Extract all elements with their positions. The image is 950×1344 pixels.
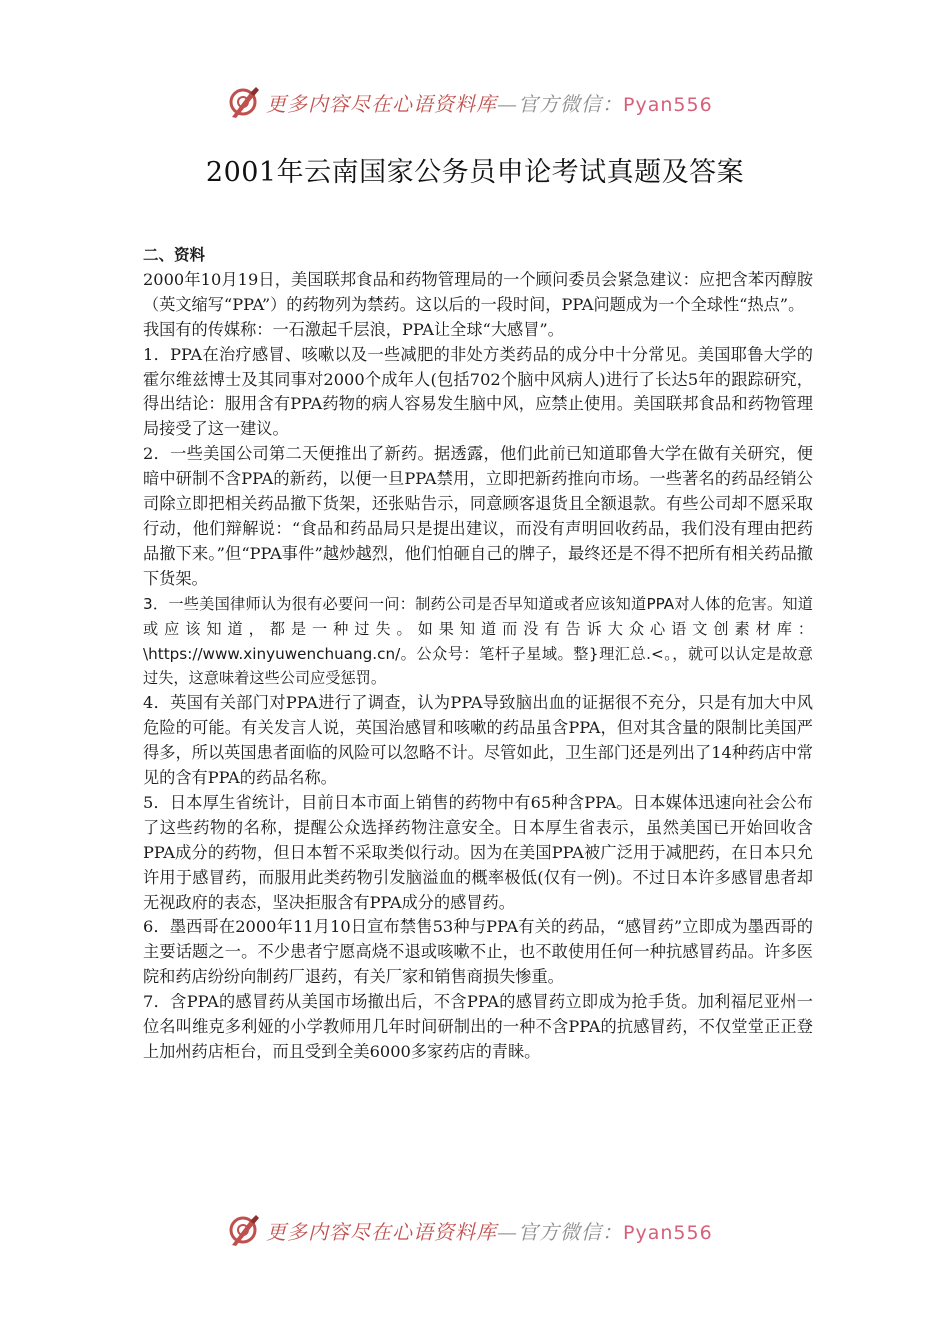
banner-content (228, 82, 713, 122)
footer-wechat-id: Pyan556 (623, 1221, 713, 1244)
paragraph-1: 1．PPA在治疗感冒、咳嗽以及一些减肥的非处方类药品的成分中十分常见。美国耶鲁大学的霍尔维兹博士及其同事对2000个成年人(包括702个脑中风病人)进行了长达5年的跟踪研究，得出结论：服用含有PPA药物的病人容易发生脑中风，应禁止使用。美国联邦食品和药物管理局接受了这一建议。 (143, 344, 813, 439)
footer-dash: — (497, 1219, 518, 1244)
paragraph-4: 4．英国有关部门对PPA进行了调查，认为PPA导致脑出血的证据很不充分，只是有加大中风危险的可能。有关发言人说，英国治感冒和咳嗽的药品虽含PPA，但对其含量的限制比美国严得多，所以英国患者面临的风险可以忽略不计。尽管如此，卫生部门还是列出了14种药店中常见的含有PPA的药品名称。 (143, 693, 813, 788)
banner-wechat-id: Pyan556 (623, 93, 713, 116)
header-banner (0, 82, 950, 122)
paragraph-5: 5．日本厚生省统计，目前日本市面上销售的药物中有65种含PPA。日本媒体迅速向社会公布了这些药物的名称，提醒公众选择药物注意安全。日本厚生省表示，虽然美国已开始回收含PPA成分的药物，但日本暂不采取类似行动。因为在美国PPA被广泛用于减肥药，在日本只允许用于感冒药，而服用此类药物引发脑溢血的概率极低(仅有一例)。不过日本许多感冒患者却无视政府的表态，坚决拒服含有PPA成分的感冒药。 (143, 792, 813, 912)
pen-swirl-logo-icon (228, 85, 262, 119)
footer-banner-text (266, 1216, 713, 1245)
footer-main-text: 更多内容尽在心语资料库 (266, 1219, 497, 1244)
paragraph-media: 我国有的传媒称：一石激起千层浪，PPA让全球“大感冒”。 (143, 319, 564, 339)
paragraph-3: 3．一些美国律师认为很有必要问一问：制药公司是否早知道或者应该知道PPA对人体的危害。知道或应该知道，都是一种过失。如果知道而没有告诉大众心语文创素材库：\https://www.xinyuwenchuang.cn/。公众号：笔杆子星域。整}理汇总.<。，就可以认定是故意过失，这意味着这些公司应受惩罚。 (143, 594, 813, 688)
document-body (143, 243, 813, 1065)
footer-banner (0, 1210, 950, 1250)
document-title: 2001年云南国家公务员申论考试真题及答案 (205, 157, 745, 188)
paragraph-2: 2．一些美国公司第二天便推出了新药。据透露，他们此前已知道耶鲁大学在做有关研究，便暗中研制不含PPA的新药，以便一旦PPA禁用，立即把新药推向市场。一些著名的药品经销公司除立即把相关药品撤下货架，还张贴告示，同意顾客退货且全额退款。有些公司却不愿采取行动，他们辩解说：“食品和药品局只是提出建议，而没有声明回收药品，我们没有理由把药品撤下来。”但“PPA事件”越炒越烈，他们怕砸自己的牌子，最终还是不得不把所有相关药品撤下货架。 (143, 444, 813, 588)
pen-swirl-logo-icon (228, 1213, 262, 1247)
section-heading: 二、资料 (143, 246, 206, 264)
footer-banner-content (228, 1210, 713, 1250)
banner-official-label: 官方微信： (518, 91, 623, 116)
paragraph-6: 6．墨西哥在2000年11月10日宣布禁售53种与PPA有关的药品，“感冒药”立即成为墨西哥的主要话题之一。不少患者宁愿高烧不退或咳嗽不止，也不敢使用任何一种抗感冒药品。许多医院和药店纷纷向制药厂退药，有关厂家和销售商损失惨重。 (143, 917, 813, 987)
banner-dash: — (497, 91, 518, 116)
banner-text (266, 88, 713, 117)
footer-official-label: 官方微信： (518, 1219, 623, 1244)
paragraph-intro: 2000年10月19日，美国联邦食品和药物管理局的一个顾问委员会紧急建议：应把含苯丙醇胺（英文缩写“PPA”）的药物列为禁药。这以后的一段时间，PPA问题成为一个全球性“热点”。 (143, 269, 813, 314)
banner-main-text: 更多内容尽在心语资料库 (266, 91, 497, 116)
paragraph-7: 7．含PPA的感冒药从美国市场撤出后，不含PPA的感冒药立即成为抢手货。加利福尼亚州一位名叫维克多利娅的小学教师用几年时间研制出的一种不含PPA的抗感冒药，不仅堂堂正正登上加州药店柜台，而且受到全美6000多家药店的青睐。 (143, 992, 813, 1061)
